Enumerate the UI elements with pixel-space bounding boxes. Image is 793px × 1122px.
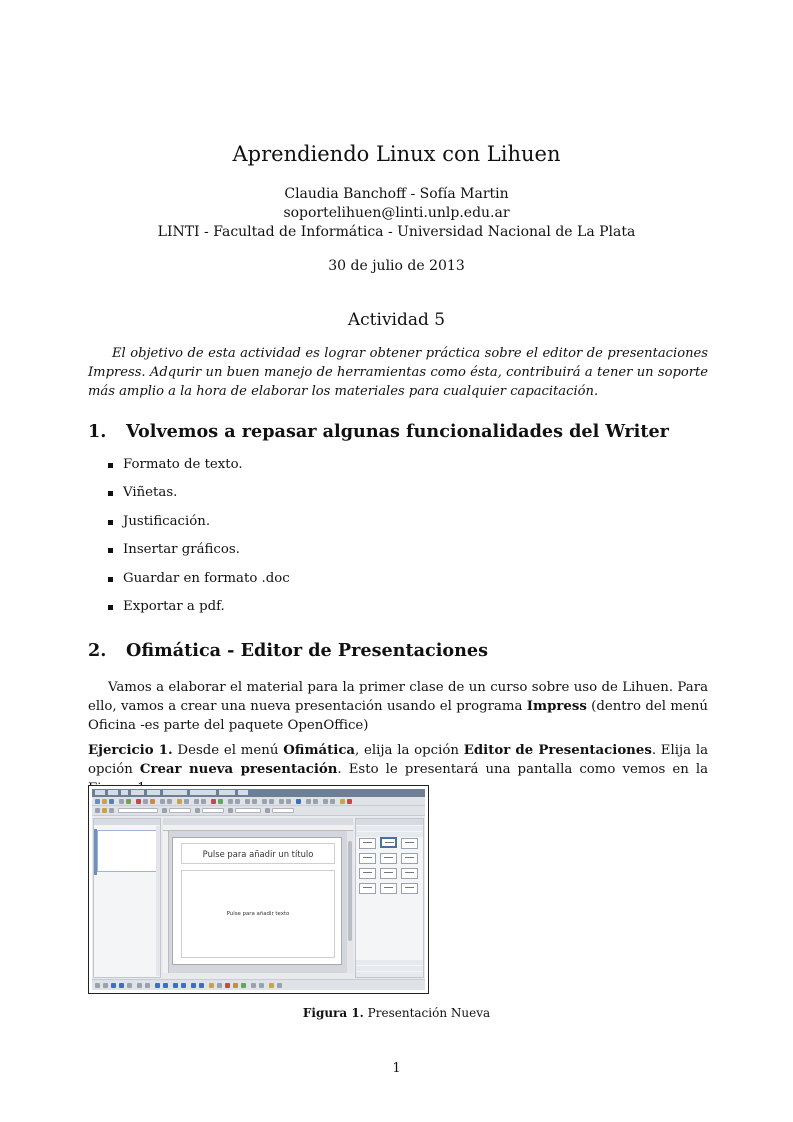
layout-option[interactable] <box>359 883 376 894</box>
exercise-1: Ejercicio 1. Desde el menú Ofimática, elija la opción Editor de Presentaciones. Elija la opción Crear nueva presentación. Esto le presentará una pantalla como vemos en la <box>88 743 709 777</box>
layout-option[interactable] <box>380 868 397 879</box>
list-item: Formato de texto. <box>108 457 290 485</box>
writer-features-list <box>108 457 290 627</box>
section-1-heading <box>88 421 669 442</box>
affiliation: LINTI - Facultad de Informática - Universidad Nacional de La Plata <box>157 224 636 240</box>
bullet-icon <box>108 491 113 496</box>
line-fill-toolbar <box>92 806 425 816</box>
layout-option[interactable] <box>359 868 376 879</box>
figure-caption: Figura 1. Presentación Nueva <box>302 1006 491 1020</box>
tasks-pane <box>355 818 424 978</box>
date: 30 de julio de 2013 <box>328 258 465 274</box>
slide-page <box>172 837 342 965</box>
bullet-icon <box>108 577 113 582</box>
layout-option[interactable] <box>380 883 397 894</box>
bullet-icon <box>108 548 113 553</box>
view-tabs[interactable] <box>163 818 353 825</box>
section-1-number: 1. <box>88 421 107 442</box>
standard-toolbar <box>92 797 425 806</box>
list-item: Insertar gráficos. <box>108 542 290 570</box>
list-item: Justificación. <box>108 514 290 542</box>
slides-pane-scrollbar[interactable] <box>156 826 160 976</box>
layout-option[interactable] <box>359 838 376 849</box>
document-title: Aprendiendo Linux con Lihuen <box>232 142 561 166</box>
bullet-icon <box>108 520 113 525</box>
section-2-heading <box>88 640 488 661</box>
section-2-number: 2. <box>88 640 107 661</box>
figure-1-screenshot <box>88 785 429 994</box>
slide-canvas <box>169 831 347 973</box>
text-placeholder[interactable]: Pulse para añadir texto <box>181 870 335 958</box>
list-item: Guardar en formato .doc <box>108 571 290 599</box>
list-item: Exportar a pdf. <box>108 599 290 627</box>
layout-option[interactable] <box>401 853 418 864</box>
caption-label: Figura 1. <box>302 1006 364 1020</box>
abstract: El objetivo de esta actividad es lograr obtener práctica sobre el editor de presentaciones Impress. Adqurir un buen manejo de herramientas como ésta, contribuirá a tener un soporte más amplio a la hora de elaborar los materiales para cualquier capacitación. <box>88 346 708 399</box>
layout-option[interactable] <box>359 853 376 864</box>
authors: Claudia Banchoff - Sofía Martin <box>284 186 509 202</box>
layout-option[interactable] <box>380 853 397 864</box>
layout-option-selected[interactable] <box>380 837 397 848</box>
exercise-label: Ejercicio 1. <box>88 743 173 758</box>
title-placeholder[interactable]: Pulse para añadir un título <box>181 843 335 864</box>
section-2-title: Ofimática - Editor de Presentaciones <box>126 640 489 661</box>
bullet-icon <box>108 605 113 610</box>
email: soportelihuen@linti.unlp.edu.ar <box>283 205 510 221</box>
slides-pane <box>93 818 161 978</box>
canvas-scrollbar[interactable] <box>347 831 353 973</box>
layout-option[interactable] <box>401 838 418 849</box>
impress-window <box>92 789 425 990</box>
list-item: Viñetas. <box>108 485 290 513</box>
slide-thumbnail[interactable] <box>97 830 157 872</box>
layout-option[interactable] <box>401 868 418 879</box>
drawing-toolbar <box>92 979 425 990</box>
layout-option[interactable] <box>401 883 418 894</box>
bullet-icon <box>108 463 113 468</box>
page-number: 1 <box>392 1061 401 1076</box>
menu-bar <box>92 789 425 797</box>
activity-title: Actividad 5 <box>347 310 446 330</box>
intro-paragraph: Vamos a elaborar el material para la primer clase de un curso sobre uso de Lihuen. Para ello, vamos a crear una nueva presentación usando el programa Impress (dentro del menú Oficina -es parte del paquete OpenOffice) <box>88 680 708 733</box>
section-1-title: Volvemos a repasar algunas funcionalidades del Writer <box>126 421 669 442</box>
